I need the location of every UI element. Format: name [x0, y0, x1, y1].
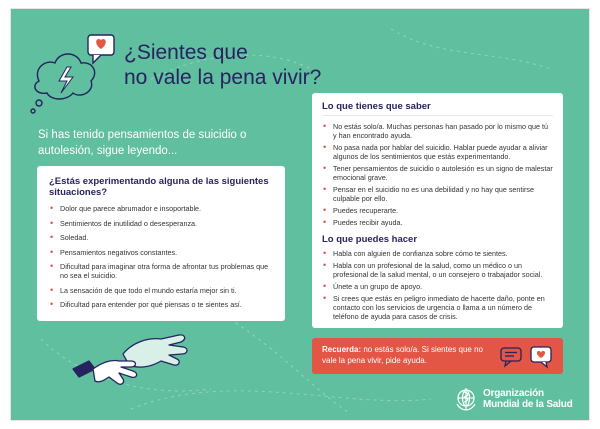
list-item: • Tener pensamientos de suicidio o autolesión es un signo de malestar emocional grave. [322, 164, 553, 182]
list-item: • No pasa nada por hablar del suicidio. Hablar puede ayudar a aliviar algunos de los sentimientos que estás experimentando. [322, 143, 553, 161]
reminder-banner [312, 338, 563, 374]
chat-bubbles-icon [499, 345, 555, 369]
what-to-know-list [322, 122, 553, 227]
list-item: • Dolor que parece abrumador e insoportable. [49, 204, 273, 213]
list-item: • Puedes recuperarte. [322, 206, 553, 215]
situations-card [37, 166, 285, 321]
what-to-do-heading: Lo que puedes hacer [322, 234, 418, 245]
list-item: • Puedes recibir ayuda. [322, 218, 553, 227]
title-line-2: no vale la pena vivir? [124, 66, 322, 89]
who-name-line-2: Mundial de la Salud [483, 399, 573, 410]
list-item: • No estás solo/a. Muchas personas han pasado por lo mismo que tú y han encontrado ayuda. [322, 122, 553, 140]
page-title [124, 40, 321, 90]
situations-list [49, 204, 273, 309]
who-emblem-icon [453, 386, 479, 412]
who-name-line-1: Organización [483, 388, 544, 399]
list-item: • Dificultad para entender por qué piensas o te sientes así. [49, 300, 273, 309]
poster [10, 8, 590, 421]
list-item: • Únete a un grupo de apoyo. [322, 282, 553, 291]
situations-heading: ¿Estás experimentando alguna de las siguientes situaciones? [49, 176, 269, 198]
who-logo [453, 386, 573, 412]
list-item: • Pensamientos negativos constantes. [49, 248, 273, 257]
list-item: • Sentimientos de inutilidad o desesperanza. [49, 219, 273, 228]
reminder-label: Recuerda: [322, 345, 362, 354]
reaching-hands-illustration [73, 335, 187, 384]
list-item: • Habla con alguien de confianza sobre cómo te sientes. [322, 249, 553, 258]
heart-speech-bubble-icon [88, 35, 114, 63]
what-to-know-heading: Lo que tienes que saber [322, 101, 553, 116]
what-to-do-list [322, 249, 553, 321]
reminder-text: no estás solo/a. Si sientes que no vale la pena vivir, pide ayuda. [322, 345, 483, 365]
thought-bubble-icon [31, 54, 95, 113]
list-item: • La sensación de que todo el mundo estaría mejor sin ti. [49, 286, 273, 295]
list-item: • Dificultad para imaginar otra forma de afrontar tus problemas que no sea el suicidio. [49, 262, 273, 280]
title-line-1: ¿Sientes que [124, 41, 248, 64]
intro-text: Si has tenido pensamientos de suicidio o autolesión, sigue leyendo... [38, 129, 247, 157]
list-item: • Pensar en el suicidio no es una debilidad y no hay que sentirse culpable por ello. [322, 185, 553, 203]
list-item: • Si crees que estás en peligro inmediato de hacerte daño, ponte en contacto con los servicios de urgencia o llama a un número de teléfono de ayuda para casos de crisis. [322, 294, 553, 321]
list-item: • Soledad. [49, 233, 273, 242]
advice-card [312, 93, 563, 328]
list-item: • Habla con un profesional de la salud, como un médico o un profesional de la salud mental, o un consejero o trabajador social. [322, 261, 553, 279]
